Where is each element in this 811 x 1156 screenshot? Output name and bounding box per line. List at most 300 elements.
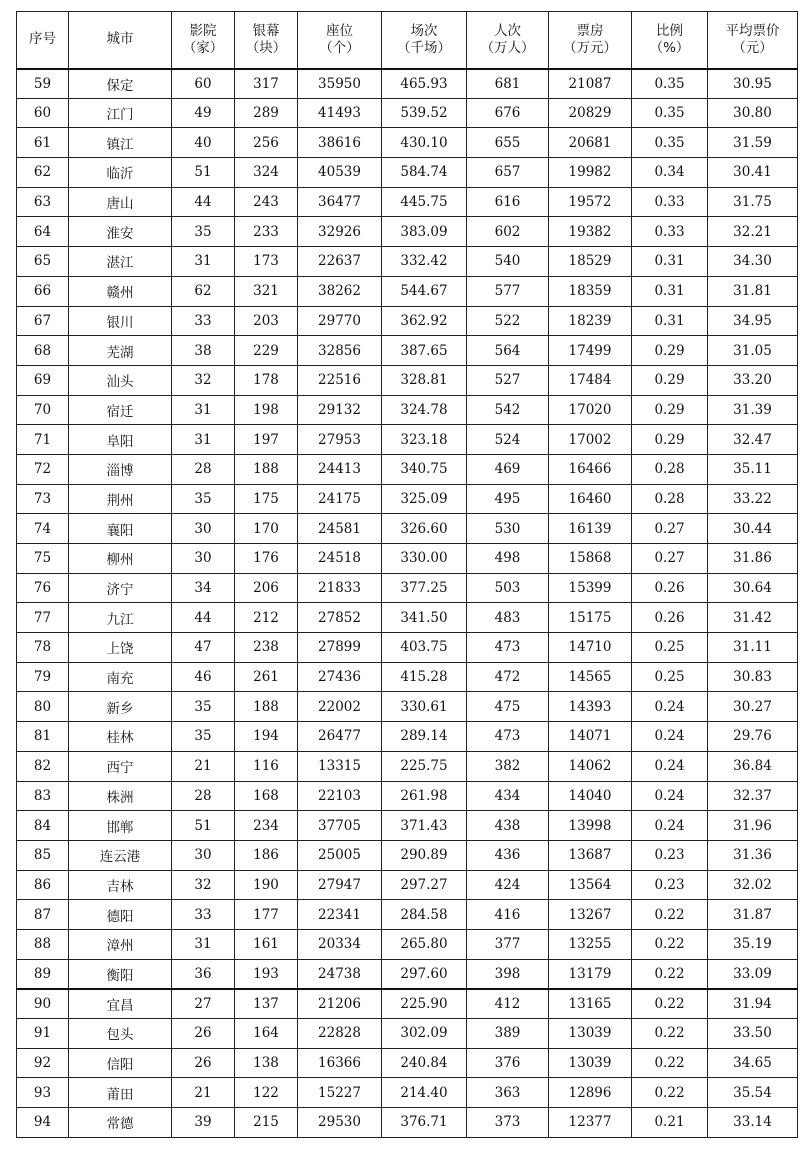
cell-col-shows: 362.92 xyxy=(382,306,467,336)
cell-col-avg-price: 35.19 xyxy=(708,929,798,959)
cell-col-cinemas: 39 xyxy=(172,1108,235,1138)
cell-col-avg-price: 33.50 xyxy=(708,1019,798,1049)
table-row xyxy=(17,454,798,484)
cell-col-avg-price: 29.76 xyxy=(708,722,798,752)
cell-col-boxoffice: 19382 xyxy=(549,217,632,247)
cell-col-share: 0.25 xyxy=(632,662,708,692)
cell-col-admissions: 363 xyxy=(467,1078,549,1108)
table-row xyxy=(17,751,798,781)
cell-col-admissions: 473 xyxy=(467,722,549,752)
cell-col-admissions: 577 xyxy=(467,276,549,306)
cell-col-cinemas: 51 xyxy=(172,158,235,188)
cell-col-boxoffice: 19982 xyxy=(549,158,632,188)
cell-col-avg-price: 30.64 xyxy=(708,573,798,603)
cell-col-seats: 22516 xyxy=(298,365,382,395)
cell-col-shows: 584.74 xyxy=(382,158,467,188)
table-row xyxy=(17,425,798,455)
cell-col-cinemas: 30 xyxy=(172,544,235,574)
cell-col-index: 75 xyxy=(17,544,69,574)
cell-col-cinemas: 49 xyxy=(172,98,235,128)
header-label: 序号 xyxy=(29,31,56,48)
cell-col-index: 60 xyxy=(17,98,69,128)
cell-col-seats: 37705 xyxy=(298,811,382,841)
cell-col-share: 0.35 xyxy=(632,128,708,158)
cell-col-admissions: 676 xyxy=(467,98,549,128)
header-col-shows xyxy=(382,12,467,69)
cell-col-avg-price: 33.09 xyxy=(708,959,798,989)
cell-col-share: 0.31 xyxy=(632,247,708,277)
cell-col-share: 0.29 xyxy=(632,395,708,425)
cell-col-admissions: 522 xyxy=(467,306,549,336)
table-row xyxy=(17,959,798,989)
cell-col-cinemas: 33 xyxy=(172,306,235,336)
cell-col-screens: 198 xyxy=(235,395,298,425)
cell-col-seats: 40539 xyxy=(298,158,382,188)
cell-col-screens: 186 xyxy=(235,840,298,870)
header-label: 影院 xyxy=(189,22,217,39)
cell-col-screens: 233 xyxy=(235,217,298,247)
cell-col-seats: 20334 xyxy=(298,929,382,959)
cell-col-index: 86 xyxy=(17,870,69,900)
cell-col-cinemas: 44 xyxy=(172,187,235,217)
cell-col-screens: 168 xyxy=(235,781,298,811)
cell-col-index: 67 xyxy=(17,306,69,336)
cell-col-share: 0.24 xyxy=(632,781,708,811)
cell-col-admissions: 540 xyxy=(467,247,549,277)
cell-col-share: 0.22 xyxy=(632,959,708,989)
cell-col-seats: 22637 xyxy=(298,247,382,277)
cell-col-seats: 38262 xyxy=(298,276,382,306)
cell-col-boxoffice: 13039 xyxy=(549,1048,632,1078)
cell-col-city: 莆田 xyxy=(69,1078,172,1108)
cell-col-admissions: 377 xyxy=(467,929,549,959)
cell-col-admissions: 542 xyxy=(467,395,549,425)
cell-col-screens: 229 xyxy=(235,336,298,366)
header-col-screens xyxy=(235,12,298,69)
cell-col-avg-price: 30.27 xyxy=(708,692,798,722)
cell-col-avg-price: 34.95 xyxy=(708,306,798,336)
cell-col-share: 0.29 xyxy=(632,425,708,455)
cell-col-index: 90 xyxy=(17,989,69,1019)
cell-col-seats: 24518 xyxy=(298,544,382,574)
cell-col-index: 91 xyxy=(17,1019,69,1049)
cell-col-shows: 302.09 xyxy=(382,1019,467,1049)
table-row xyxy=(17,365,798,395)
cell-col-share: 0.35 xyxy=(632,69,708,99)
cell-col-avg-price: 31.86 xyxy=(708,544,798,574)
cell-col-index: 79 xyxy=(17,662,69,692)
table-row xyxy=(17,692,798,722)
cell-col-cinemas: 31 xyxy=(172,247,235,277)
cell-col-index: 66 xyxy=(17,276,69,306)
cell-col-screens: 173 xyxy=(235,247,298,277)
cell-col-boxoffice: 13165 xyxy=(549,989,632,1019)
cell-col-share: 0.23 xyxy=(632,870,708,900)
cell-col-index: 64 xyxy=(17,217,69,247)
header-col-boxoffice xyxy=(549,12,632,69)
cell-col-index: 84 xyxy=(17,811,69,841)
cell-col-boxoffice: 17484 xyxy=(549,365,632,395)
cell-col-avg-price: 31.81 xyxy=(708,276,798,306)
table-row xyxy=(17,989,798,1019)
cell-col-screens: 194 xyxy=(235,722,298,752)
cell-col-shows: 445.75 xyxy=(382,187,467,217)
cell-col-seats: 27947 xyxy=(298,870,382,900)
cell-col-cinemas: 62 xyxy=(172,276,235,306)
cell-col-screens: 317 xyxy=(235,69,298,99)
table-row xyxy=(17,158,798,188)
cell-col-avg-price: 31.42 xyxy=(708,603,798,633)
header-col-index xyxy=(17,12,69,69)
cell-col-avg-price: 32.02 xyxy=(708,870,798,900)
cell-col-screens: 137 xyxy=(235,989,298,1019)
cell-col-seats: 41493 xyxy=(298,98,382,128)
cell-col-seats: 24738 xyxy=(298,959,382,989)
cell-col-cinemas: 35 xyxy=(172,692,235,722)
cell-col-admissions: 655 xyxy=(467,128,549,158)
table-row xyxy=(17,514,798,544)
cell-col-seats: 24175 xyxy=(298,484,382,514)
cell-col-boxoffice: 12377 xyxy=(549,1108,632,1138)
header-unit: （万人） xyxy=(480,39,535,56)
cell-col-admissions: 564 xyxy=(467,336,549,366)
cell-col-shows: 324.78 xyxy=(382,395,467,425)
cell-col-seats: 21833 xyxy=(298,573,382,603)
cell-col-screens: 138 xyxy=(235,1048,298,1078)
cell-col-shows: 539.52 xyxy=(382,98,467,128)
cell-col-share: 0.27 xyxy=(632,514,708,544)
cell-col-city: 襄阳 xyxy=(69,514,172,544)
cell-col-boxoffice: 16139 xyxy=(549,514,632,544)
cell-col-shows: 214.40 xyxy=(382,1078,467,1108)
cell-col-avg-price: 31.39 xyxy=(708,395,798,425)
cell-col-boxoffice: 14062 xyxy=(549,751,632,781)
table-row xyxy=(17,336,798,366)
cell-col-city: 临沂 xyxy=(69,158,172,188)
cell-col-share: 0.24 xyxy=(632,692,708,722)
cell-col-seats: 32856 xyxy=(298,336,382,366)
cell-col-seats: 16366 xyxy=(298,1048,382,1078)
cell-col-city: 上饶 xyxy=(69,633,172,663)
cell-col-admissions: 389 xyxy=(467,1019,549,1049)
header-label: 人次 xyxy=(494,22,521,39)
cell-col-city: 吉林 xyxy=(69,870,172,900)
cell-col-seats: 29530 xyxy=(298,1108,382,1138)
cell-col-city: 柳州 xyxy=(69,544,172,574)
cell-col-city: 常德 xyxy=(69,1108,172,1138)
cell-col-admissions: 376 xyxy=(467,1048,549,1078)
cell-col-city: 淮安 xyxy=(69,217,172,247)
cell-col-avg-price: 33.22 xyxy=(708,484,798,514)
cell-col-index: 87 xyxy=(17,900,69,930)
table-row xyxy=(17,187,798,217)
cell-col-share: 0.29 xyxy=(632,365,708,395)
cell-col-boxoffice: 21087 xyxy=(549,69,632,99)
cell-col-cinemas: 30 xyxy=(172,514,235,544)
cell-col-admissions: 412 xyxy=(467,989,549,1019)
cell-col-boxoffice: 16460 xyxy=(549,484,632,514)
cell-col-index: 73 xyxy=(17,484,69,514)
cell-col-city: 九江 xyxy=(69,603,172,633)
cell-col-share: 0.22 xyxy=(632,1078,708,1108)
cell-col-admissions: 527 xyxy=(467,365,549,395)
header-unit: （块） xyxy=(245,39,287,56)
cell-col-share: 0.24 xyxy=(632,751,708,781)
cell-col-share: 0.24 xyxy=(632,811,708,841)
header-col-share xyxy=(632,12,708,69)
cell-col-shows: 225.75 xyxy=(382,751,467,781)
cell-col-index: 83 xyxy=(17,781,69,811)
cell-col-shows: 297.27 xyxy=(382,870,467,900)
cell-col-cinemas: 31 xyxy=(172,395,235,425)
cell-col-avg-price: 30.80 xyxy=(708,98,798,128)
cell-col-avg-price: 31.87 xyxy=(708,900,798,930)
cell-col-index: 74 xyxy=(17,514,69,544)
cell-col-shows: 261.98 xyxy=(382,781,467,811)
cell-col-city: 唐山 xyxy=(69,187,172,217)
cell-col-city: 南充 xyxy=(69,662,172,692)
cell-col-seats: 25005 xyxy=(298,840,382,870)
header-unit: （千场） xyxy=(397,39,451,56)
cell-col-cinemas: 35 xyxy=(172,722,235,752)
header-col-avg-price xyxy=(708,12,798,69)
cell-col-avg-price: 33.20 xyxy=(708,365,798,395)
cell-col-boxoffice: 14040 xyxy=(549,781,632,811)
cell-col-screens: 261 xyxy=(235,662,298,692)
cell-col-screens: 238 xyxy=(235,633,298,663)
cell-col-city: 包头 xyxy=(69,1019,172,1049)
cell-col-screens: 116 xyxy=(235,751,298,781)
cell-col-avg-price: 31.11 xyxy=(708,633,798,663)
cell-col-avg-price: 32.37 xyxy=(708,781,798,811)
table-row xyxy=(17,900,798,930)
cell-col-screens: 206 xyxy=(235,573,298,603)
table-row xyxy=(17,217,798,247)
cell-col-boxoffice: 15399 xyxy=(549,573,632,603)
cell-col-admissions: 657 xyxy=(467,158,549,188)
cell-col-shows: 265.80 xyxy=(382,929,467,959)
cell-col-shows: 340.75 xyxy=(382,454,467,484)
cell-col-avg-price: 30.41 xyxy=(708,158,798,188)
cell-col-city: 湛江 xyxy=(69,247,172,277)
cell-col-boxoffice: 14565 xyxy=(549,662,632,692)
table-row xyxy=(17,69,798,99)
cell-col-share: 0.22 xyxy=(632,929,708,959)
cell-col-admissions: 438 xyxy=(467,811,549,841)
cell-col-index: 69 xyxy=(17,365,69,395)
cell-col-city: 新乡 xyxy=(69,692,172,722)
cell-col-shows: 289.14 xyxy=(382,722,467,752)
cell-col-boxoffice: 13687 xyxy=(549,840,632,870)
cell-col-cinemas: 35 xyxy=(172,484,235,514)
cell-col-share: 0.33 xyxy=(632,187,708,217)
cell-col-shows: 297.60 xyxy=(382,959,467,989)
cell-col-boxoffice: 16466 xyxy=(549,454,632,484)
cell-col-shows: 377.25 xyxy=(382,573,467,603)
cell-col-avg-price: 36.84 xyxy=(708,751,798,781)
table-row xyxy=(17,1048,798,1078)
cell-col-screens: 161 xyxy=(235,929,298,959)
table-row xyxy=(17,929,798,959)
cell-col-admissions: 382 xyxy=(467,751,549,781)
cell-col-screens: 212 xyxy=(235,603,298,633)
header-unit: （%） xyxy=(649,39,690,56)
cell-col-cinemas: 38 xyxy=(172,336,235,366)
cell-col-boxoffice: 13179 xyxy=(549,959,632,989)
cell-col-cinemas: 32 xyxy=(172,365,235,395)
header-label: 平均票价 xyxy=(725,22,780,39)
cell-col-cinemas: 31 xyxy=(172,425,235,455)
cell-col-seats: 29132 xyxy=(298,395,382,425)
cell-col-share: 0.27 xyxy=(632,544,708,574)
cell-col-seats: 27436 xyxy=(298,662,382,692)
cell-col-cinemas: 32 xyxy=(172,870,235,900)
cell-col-screens: 177 xyxy=(235,900,298,930)
cell-col-city: 淄博 xyxy=(69,454,172,484)
cell-col-seats: 21206 xyxy=(298,989,382,1019)
cell-col-screens: 190 xyxy=(235,870,298,900)
cell-col-index: 92 xyxy=(17,1048,69,1078)
cell-col-share: 0.26 xyxy=(632,573,708,603)
cell-col-screens: 178 xyxy=(235,365,298,395)
cell-col-avg-price: 30.95 xyxy=(708,69,798,99)
cell-col-cinemas: 60 xyxy=(172,69,235,99)
cell-col-cinemas: 31 xyxy=(172,929,235,959)
cell-col-share: 0.31 xyxy=(632,276,708,306)
cell-col-seats: 24413 xyxy=(298,454,382,484)
cell-col-screens: 324 xyxy=(235,158,298,188)
cell-col-seats: 35950 xyxy=(298,69,382,99)
cell-col-index: 63 xyxy=(17,187,69,217)
cell-col-cinemas: 51 xyxy=(172,811,235,841)
cell-col-screens: 170 xyxy=(235,514,298,544)
cell-col-cinemas: 26 xyxy=(172,1048,235,1078)
cell-col-boxoffice: 17499 xyxy=(549,336,632,366)
cell-col-shows: 330.00 xyxy=(382,544,467,574)
cell-col-admissions: 424 xyxy=(467,870,549,900)
cell-col-boxoffice: 15868 xyxy=(549,544,632,574)
cell-col-admissions: 473 xyxy=(467,633,549,663)
cell-col-share: 0.23 xyxy=(632,840,708,870)
cell-col-share: 0.24 xyxy=(632,722,708,752)
cell-col-avg-price: 30.83 xyxy=(708,662,798,692)
cell-col-boxoffice: 13564 xyxy=(549,870,632,900)
table-row xyxy=(17,1078,798,1108)
cell-col-screens: 321 xyxy=(235,276,298,306)
cell-col-boxoffice: 14393 xyxy=(549,692,632,722)
table-row xyxy=(17,573,798,603)
cell-col-avg-price: 31.59 xyxy=(708,128,798,158)
table-row xyxy=(17,276,798,306)
cell-col-shows: 341.50 xyxy=(382,603,467,633)
header-unit: （家） xyxy=(182,39,224,56)
cell-col-share: 0.22 xyxy=(632,1048,708,1078)
cell-col-screens: 164 xyxy=(235,1019,298,1049)
cell-col-boxoffice: 14710 xyxy=(549,633,632,663)
table-row xyxy=(17,1019,798,1049)
table-row xyxy=(17,870,798,900)
cell-col-admissions: 530 xyxy=(467,514,549,544)
cell-col-admissions: 503 xyxy=(467,573,549,603)
cell-col-shows: 403.75 xyxy=(382,633,467,663)
cell-col-share: 0.31 xyxy=(632,306,708,336)
cell-col-cinemas: 44 xyxy=(172,603,235,633)
table-row xyxy=(17,128,798,158)
cell-col-seats: 22341 xyxy=(298,900,382,930)
cell-col-index: 70 xyxy=(17,395,69,425)
cell-col-boxoffice: 14071 xyxy=(549,722,632,752)
cell-col-index: 72 xyxy=(17,454,69,484)
cell-col-seats: 29770 xyxy=(298,306,382,336)
cell-col-cinemas: 26 xyxy=(172,1019,235,1049)
cell-col-cinemas: 40 xyxy=(172,128,235,158)
cell-col-screens: 122 xyxy=(235,1078,298,1108)
cell-col-screens: 234 xyxy=(235,811,298,841)
cell-col-boxoffice: 18359 xyxy=(549,276,632,306)
table-body xyxy=(17,69,798,1138)
cell-col-seats: 38616 xyxy=(298,128,382,158)
cell-col-avg-price: 31.96 xyxy=(708,811,798,841)
cell-col-cinemas: 46 xyxy=(172,662,235,692)
cell-col-city: 株洲 xyxy=(69,781,172,811)
cell-col-boxoffice: 15175 xyxy=(549,603,632,633)
cell-col-city: 保定 xyxy=(69,69,172,99)
header-col-city xyxy=(69,12,172,69)
cell-col-seats: 36477 xyxy=(298,187,382,217)
cell-col-share: 0.28 xyxy=(632,484,708,514)
cell-col-seats: 32926 xyxy=(298,217,382,247)
cell-col-screens: 188 xyxy=(235,454,298,484)
cell-col-index: 68 xyxy=(17,336,69,366)
cell-col-boxoffice: 18529 xyxy=(549,247,632,277)
cell-col-cinemas: 21 xyxy=(172,1078,235,1108)
cell-col-boxoffice: 13267 xyxy=(549,900,632,930)
table-row xyxy=(17,781,798,811)
cell-col-screens: 289 xyxy=(235,98,298,128)
cell-col-cinemas: 28 xyxy=(172,781,235,811)
cell-col-city: 桂林 xyxy=(69,722,172,752)
cell-col-admissions: 498 xyxy=(467,544,549,574)
cell-col-shows: 323.18 xyxy=(382,425,467,455)
table-row xyxy=(17,811,798,841)
cell-col-city: 济宁 xyxy=(69,573,172,603)
cell-col-avg-price: 35.54 xyxy=(708,1078,798,1108)
cell-col-share: 0.28 xyxy=(632,454,708,484)
cell-col-index: 78 xyxy=(17,633,69,663)
cell-col-share: 0.35 xyxy=(632,98,708,128)
cell-col-avg-price: 31.75 xyxy=(708,187,798,217)
cell-col-avg-price: 32.47 xyxy=(708,425,798,455)
cell-col-shows: 328.81 xyxy=(382,365,467,395)
cell-col-admissions: 602 xyxy=(467,217,549,247)
table-row xyxy=(17,484,798,514)
cell-col-share: 0.22 xyxy=(632,1019,708,1049)
table-row xyxy=(17,722,798,752)
cell-col-share: 0.22 xyxy=(632,900,708,930)
cell-col-seats: 26477 xyxy=(298,722,382,752)
cell-col-seats: 22103 xyxy=(298,781,382,811)
cell-col-share: 0.34 xyxy=(632,158,708,188)
cell-col-index: 89 xyxy=(17,959,69,989)
cell-col-boxoffice: 13998 xyxy=(549,811,632,841)
cell-col-city: 衡阳 xyxy=(69,959,172,989)
table-row xyxy=(17,306,798,336)
header-col-admissions xyxy=(467,12,549,69)
table-row xyxy=(17,1108,798,1138)
table-row xyxy=(17,662,798,692)
cell-col-shows: 284.58 xyxy=(382,900,467,930)
cell-col-shows: 387.65 xyxy=(382,336,467,366)
